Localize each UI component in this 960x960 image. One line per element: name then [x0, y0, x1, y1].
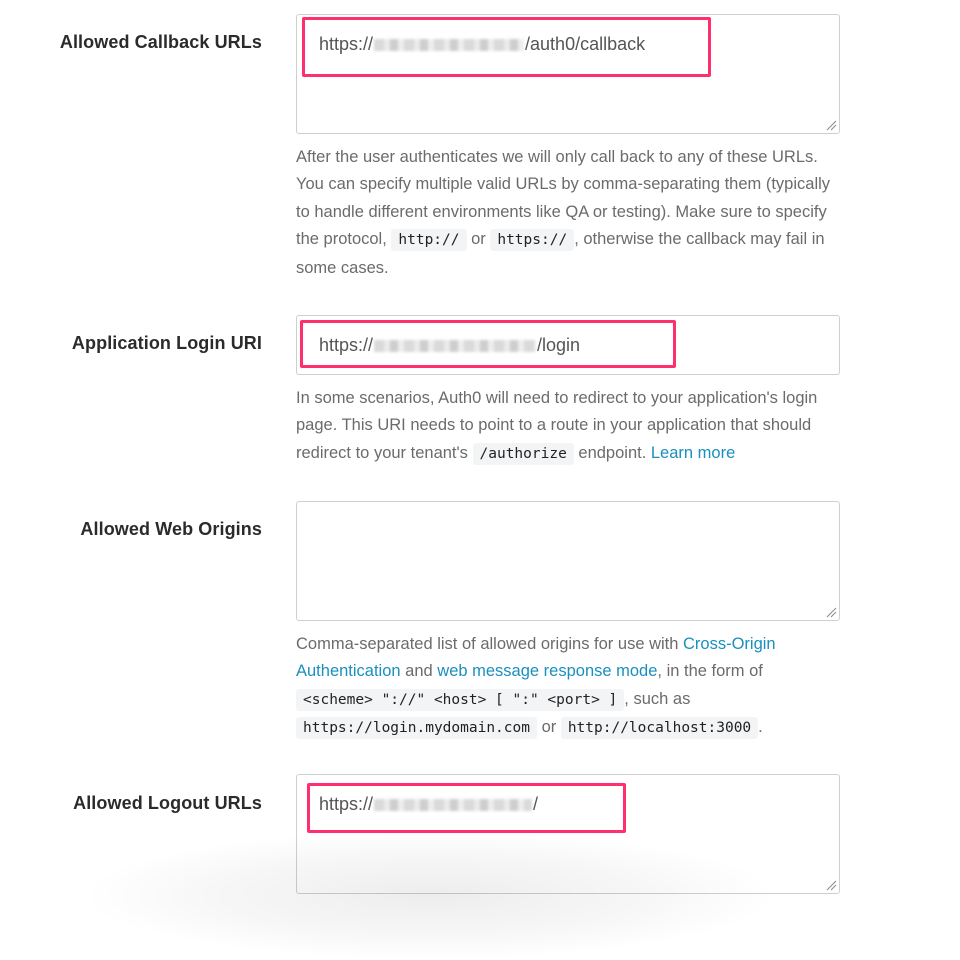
help-text: After the user authenticates we will only call back to any of these URLs. You can specify multiple valid URLs by comma-separating them (typically to handle different environments like QA or testing). Make sure to specify the protocol, [296, 148, 831, 249]
url-suffix: /auth0/callback [525, 34, 646, 54]
redacted-domain [374, 340, 536, 352]
callback-urls-value [319, 34, 645, 55]
redacted-domain [374, 39, 524, 51]
resize-grip-icon[interactable] [825, 606, 837, 618]
url-suffix: / [533, 794, 539, 814]
help-text: , otherwise the callback may fail in some cases. [296, 230, 825, 277]
code-http: http:// [391, 229, 466, 251]
callback-urls-label: Allowed Callback URLs [59, 32, 262, 52]
learn-more-link[interactable]: Learn more [650, 443, 736, 462]
url-prefix: https:// [319, 335, 374, 355]
logout-urls-textarea[interactable] [296, 774, 840, 894]
web-origins-help [296, 631, 844, 743]
code-origin-format: <scheme> "://" <host> [ ":" <port> ] [296, 689, 624, 711]
url-suffix: /login [537, 335, 581, 355]
help-text: Comma-separated list of allowed origins for use with [296, 635, 684, 653]
url-prefix: https:// [319, 34, 374, 54]
web-message-mode-link[interactable]: web message response mode [437, 662, 658, 681]
code-https: https:// [490, 229, 574, 251]
login-uri-label: Application Login URI [71, 333, 262, 353]
url-prefix: https:// [319, 794, 374, 814]
help-text: , in the form of [657, 662, 763, 681]
login-uri-input[interactable] [296, 315, 840, 375]
resize-grip-icon[interactable] [825, 119, 837, 131]
callback-urls-help [296, 144, 844, 282]
help-text: and [400, 662, 438, 681]
code-example-domain: https://login.mydomain.com [296, 717, 537, 739]
help-text: or [466, 230, 491, 249]
web-origins-label: Allowed Web Origins [80, 519, 262, 539]
login-uri-help [296, 385, 844, 468]
code-example-localhost: http://localhost:3000 [561, 717, 758, 739]
resize-grip-icon[interactable] [825, 879, 837, 891]
cross-origin-auth-link[interactable]: Cross-Origin Authentication [296, 635, 776, 681]
callback-urls-textarea[interactable] [296, 14, 840, 134]
login-uri-value [319, 335, 580, 356]
help-text: , such as [624, 689, 691, 708]
help-text: . [758, 718, 763, 737]
redacted-domain [374, 799, 532, 811]
help-text: or [536, 718, 561, 737]
help-text: endpoint. [573, 443, 651, 462]
logout-urls-label: Allowed Logout URLs [73, 793, 262, 813]
help-text: In some scenarios, Auth0 will need to redirect to your application's login page. This URI needs to point to a route in your application that should redirect to your tenant's [296, 389, 818, 462]
code-authorize: /authorize [473, 443, 574, 465]
logout-urls-value [319, 794, 538, 815]
web-origins-textarea[interactable] [296, 501, 840, 621]
